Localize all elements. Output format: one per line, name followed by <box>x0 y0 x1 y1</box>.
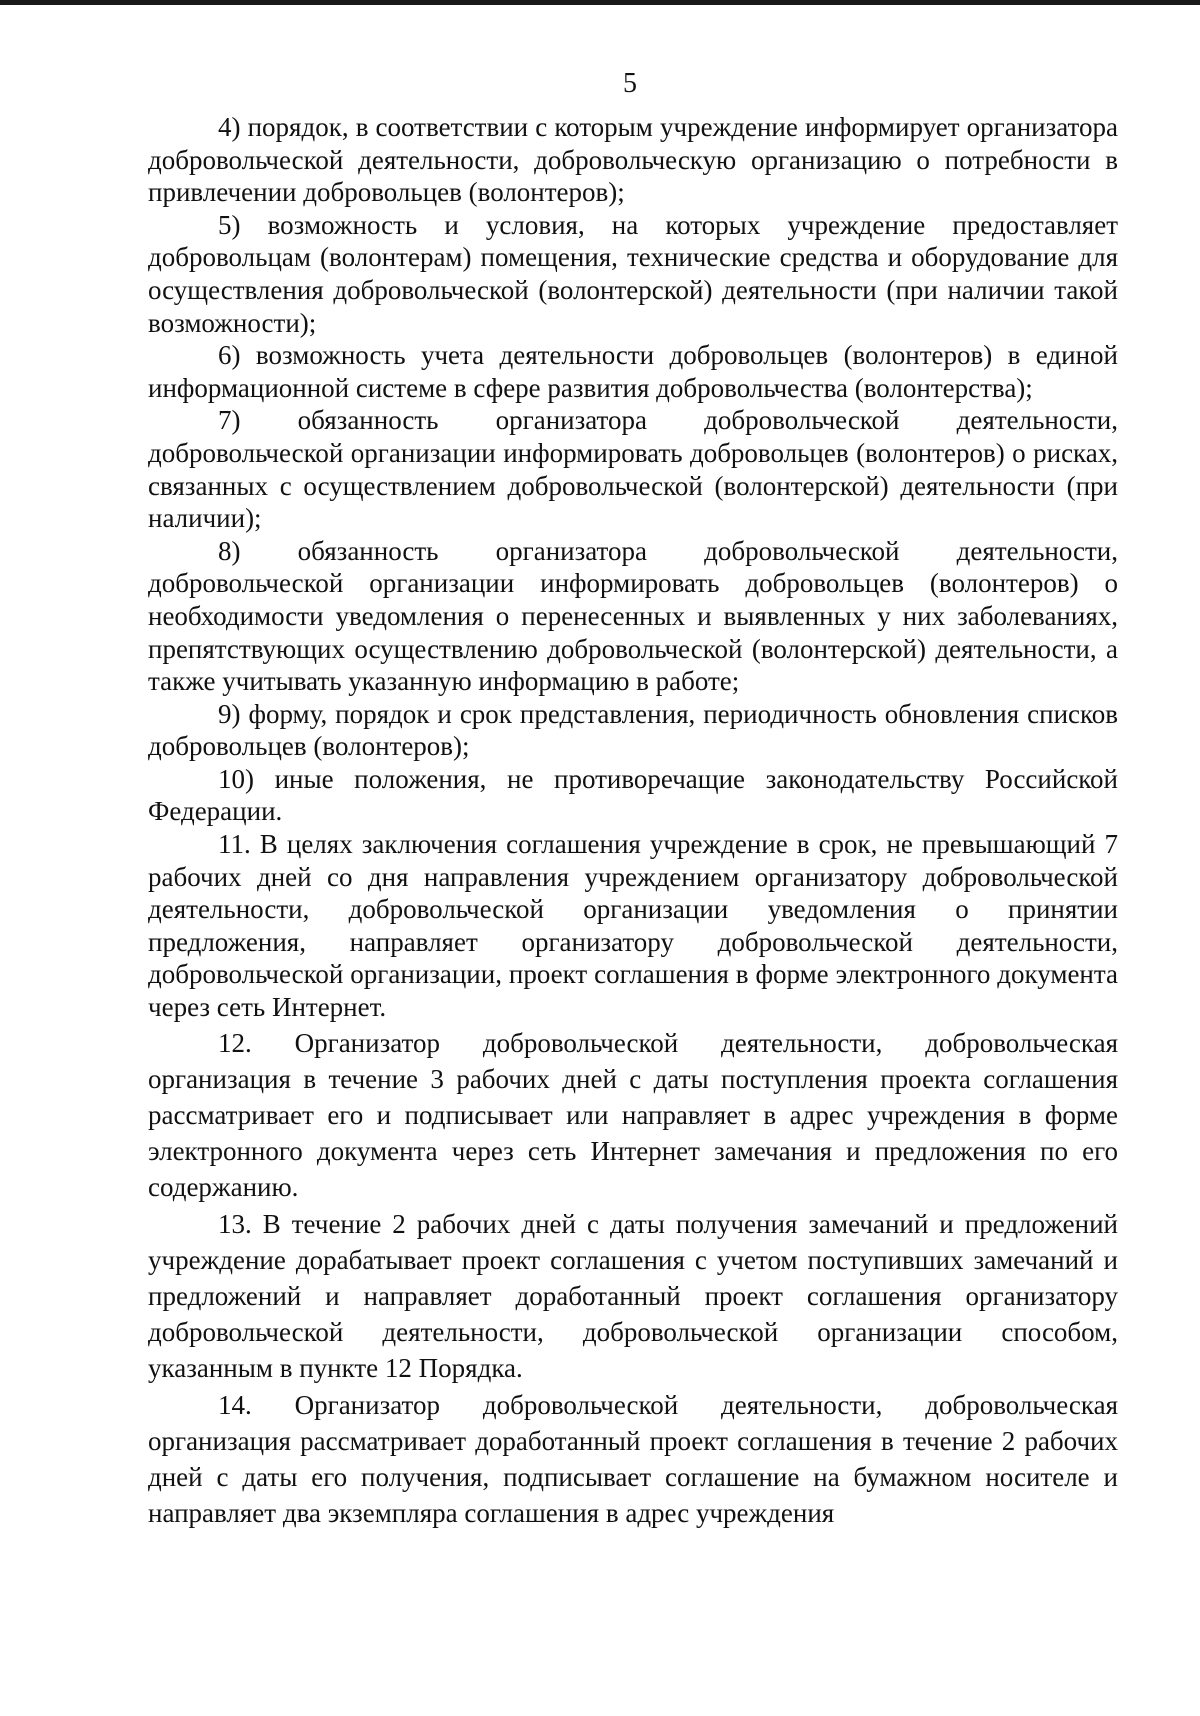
list-item-6: 6) возможность учета деятельности добровольцев (волонтеров) в единой информационной системе в сфере развития добровольчества (волонтерства); <box>148 340 1118 403</box>
list-item-5: 5) возможность и условия, на которых учреждение предоставляет добровольцам (волонтерам) помещения, технические средства и оборудование для осуществления добровольческой (волонтерской) деятельности (при наличии такой возможности); <box>148 209 1118 338</box>
document-body <box>148 111 1118 1531</box>
list-item-8: 8) обязанность организатора добровольческой деятельности, добровольческой организации информировать добровольцев (волонтеров) о необходимости уведомления о перенесенных и выявленных у них заболеваниях, препятствующих осуществлению добровольческой (волонтерской) деятельности, а также учитывать указанную информацию в работе; <box>148 535 1118 697</box>
list-item-9: 9) форму, порядок и срок представления, периодичность обновления списков добровольцев (волонтеров); <box>148 698 1118 762</box>
list-item-7: 7) обязанность организатора добровольческой деятельности, добровольческой организации информировать добровольцев (волонтеров) о рисках, связанных с осуществлением добровольческой (волонтерской) деятельности (при наличии); <box>148 405 1118 534</box>
page-number: 5 <box>623 68 637 99</box>
clauses-group <box>148 1025 1118 1532</box>
clause-11: 11. В целях заключения соглашения учреждение в срок, не превышающий 7 рабочих дней со дня направления учреждением организатору добровольческой деятельности, добровольческой организации уведомления о принятии предложения, направляет организатору добровольческой деятельности, добровольческой организации, проект соглашения в форме электронного документа через сеть Интернет. <box>148 829 1118 1023</box>
list-items-group <box>148 111 1118 1024</box>
clause-14: 14. Организатор добровольческой деятельности, добровольческая организация рассматривает доработанный проект соглашения в течение 2 рабочих дней с даты его получения, подписывает соглашение на бумажном носителе и направляет два экземпляра соглашения в адрес учреждения <box>148 1389 1118 1529</box>
list-item-4: 4) порядок, в соответствии с которым учреждение информирует организатора добровольческой деятельности, добровольческую организацию о потребности в привлечении добровольцев (волонтеров); <box>148 112 1118 208</box>
list-item-10: 10) иные положения, не противоречащие законодательству Российской Федерации. <box>148 763 1118 827</box>
scan-border <box>0 0 1200 5</box>
clause-12: 12. Организатор добровольческой деятельности, добровольческая организация в течение 3 рабочих дней с даты поступления проекта соглашения рассматривает его и подписывает или направляет в адрес учреждения в форме электронного документа через сеть Интернет замечания и предложения по его содержанию. <box>148 1027 1118 1203</box>
clause-13: 13. В течение 2 рабочих дней с даты получения замечаний и предложений учреждение дорабатывает проект соглашения с учетом поступивших замечаний и предложений и направляет доработанный проект соглашения организатору добровольческой деятельности, добровольческой организации способом, указанным в пункте 12 Порядка. <box>148 1208 1118 1384</box>
